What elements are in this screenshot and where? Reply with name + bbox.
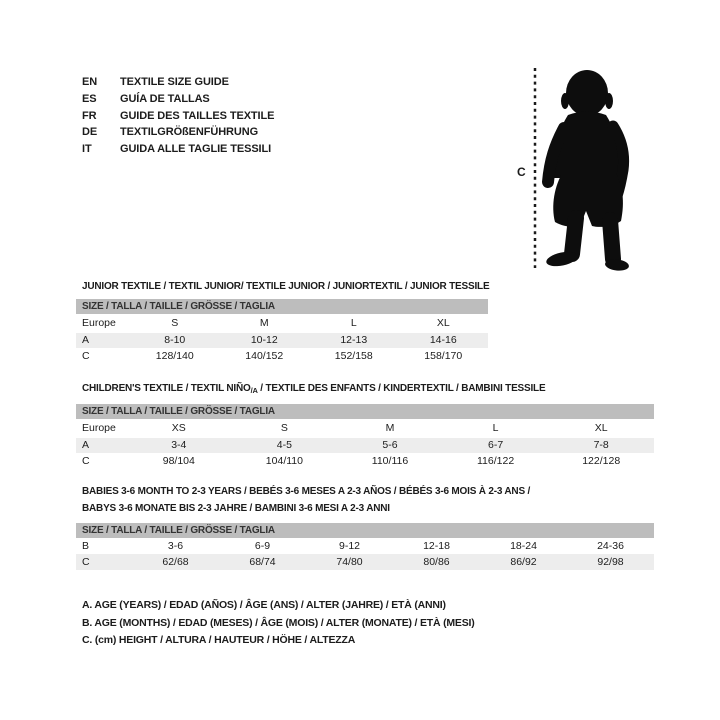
title-subscript: /A (250, 386, 258, 395)
babies-title-line2: BABYS 3-6 MONATE BIS 2-3 JAHRE / BAMBINI 3-6 MESI A 2-3 ANNI (82, 502, 390, 514)
row-label: C (82, 555, 90, 568)
language-row-fr (82, 108, 274, 125)
size-cell: 140/152 (245, 350, 284, 363)
size-cell: 116/122 (476, 454, 515, 467)
language-row-de (82, 124, 274, 141)
size-cell: XS (171, 422, 186, 435)
size-cell: 7-8 (593, 439, 609, 452)
table-row (76, 554, 654, 570)
baby-silhouette-icon (520, 60, 660, 272)
children-size-table (76, 404, 654, 469)
size-cell: M (385, 422, 395, 435)
title-part: CHILDREN'S TEXTILE / TEXTIL NIÑO (82, 383, 251, 394)
table-row (76, 419, 654, 438)
footnotes (82, 597, 475, 650)
size-cell: L (350, 317, 357, 330)
size-cell: M (259, 317, 269, 330)
table-row (76, 438, 654, 453)
size-cell: 18-24 (510, 539, 537, 552)
height-measure-label: C (517, 165, 526, 179)
size-cell: 3-6 (167, 539, 184, 552)
language-label: GUIDE DES TAILLES TEXTILE (120, 109, 275, 122)
table-row (76, 348, 488, 365)
size-cell: XL (594, 422, 608, 435)
row-label: B (82, 539, 90, 552)
footnote-b: B. AGE (MONTHS) / EDAD (MESES) / ÂGE (MOIS) / ALTER (MONATE) / ETÀ (MESI) (82, 616, 475, 629)
title-part: / TEXTILE DES ENFANTS / KINDERTEXTIL / BAMBINI TESSILE (257, 383, 546, 394)
row-label: A (82, 439, 90, 452)
babies-size-table (76, 523, 654, 570)
size-cell: 12-18 (423, 539, 450, 552)
size-cell: 128/140 (155, 350, 194, 363)
table-row (76, 538, 654, 554)
size-cell: 10-12 (250, 334, 278, 347)
footnote-c: C. (cm) HEIGHT / ALTURA / HAUTEUR / HÖHE / ALTEZZA (82, 634, 356, 646)
size-cell: 8-10 (164, 334, 186, 347)
size-cell: 68/74 (249, 555, 276, 568)
children-table-title (82, 381, 545, 400)
size-cell: 158/170 (424, 350, 463, 363)
size-cell: 12-13 (340, 334, 368, 347)
size-cell: 104/110 (265, 454, 303, 467)
language-code: IT (82, 143, 92, 156)
language-row-en (82, 74, 274, 91)
junior-table-title: JUNIOR TEXTILE / TEXTIL JUNIOR/ TEXTILE JUNIOR / JUNIORTEXTIL / JUNIOR TESSILE (82, 281, 490, 292)
language-code: DE (82, 126, 98, 139)
size-cell: 92/98 (597, 555, 624, 568)
size-cell: 152/158 (334, 350, 373, 363)
size-header-band: SIZE / TALLA / TAILLE / GRÖSSE / TAGLIA (76, 523, 654, 538)
size-cell: S (171, 317, 179, 330)
size-cell: 62/68 (162, 555, 189, 568)
table-header-band-row (76, 299, 488, 314)
size-cell: 9-12 (338, 539, 360, 552)
row-label: C (82, 350, 90, 363)
language-list (82, 74, 274, 158)
size-cell: 6-9 (254, 539, 271, 552)
size-cell: S (280, 422, 288, 435)
size-cell: 74/80 (336, 555, 363, 568)
language-label: TEXTILE SIZE GUIDE (120, 76, 229, 88)
babies-title-line1: BABIES 3-6 MONTH TO 2-3 YEARS / BEBÉS 3-6 MESES A 2-3 AÑOS / BÉBÉS 3-6 MOIS À 2-3 ANS / (82, 486, 531, 497)
size-cell: 14-16 (429, 334, 457, 347)
table-row (76, 333, 488, 348)
table-header-band-row (76, 404, 654, 419)
size-cell: 3-4 (171, 439, 187, 452)
size-cell: XL (436, 317, 450, 330)
language-label: GUIDA ALLE TAGLIE TESSILI (120, 143, 272, 156)
size-cell: 24-36 (597, 539, 624, 552)
junior-size-table (76, 299, 488, 365)
row-label: Europe (82, 317, 116, 330)
size-cell: 86/92 (510, 555, 537, 568)
size-header-band: SIZE / TALLA / TAILLE / GRÖSSE / TAGLIA (76, 299, 488, 314)
size-cell: 4-5 (276, 439, 292, 452)
footnote-a: A. AGE (YEARS) / EDAD (AÑOS) / ÂGE (ANS) / ALTER (JAHRE) / ETÀ (ANNI) (82, 599, 446, 611)
language-label: TEXTILGRÖßENFÜHRUNG (120, 126, 259, 139)
language-label: GUÍA DE TALLAS (120, 92, 210, 105)
size-cell: 6-7 (487, 439, 504, 452)
row-label: Europe (82, 422, 116, 435)
size-cell: 122/128 (582, 454, 621, 467)
size-cell: 5-6 (382, 439, 398, 452)
row-label: C (82, 454, 90, 467)
babies-table-title (82, 484, 530, 517)
table-header-band-row (76, 523, 654, 538)
size-cell: 80/86 (423, 555, 450, 568)
size-cell: 110/116 (371, 454, 409, 467)
language-row-es (82, 91, 274, 108)
language-code: ES (82, 92, 97, 105)
size-cell: L (492, 422, 499, 435)
language-row-it (82, 141, 274, 158)
size-cell: 98/104 (162, 454, 195, 467)
table-row (76, 453, 654, 469)
row-label: A (82, 334, 90, 347)
language-code: FR (82, 109, 97, 122)
table-row (76, 314, 488, 333)
size-header-band: SIZE / TALLA / TAILLE / GRÖSSE / TAGLIA (76, 404, 654, 419)
language-code: EN (82, 76, 98, 88)
